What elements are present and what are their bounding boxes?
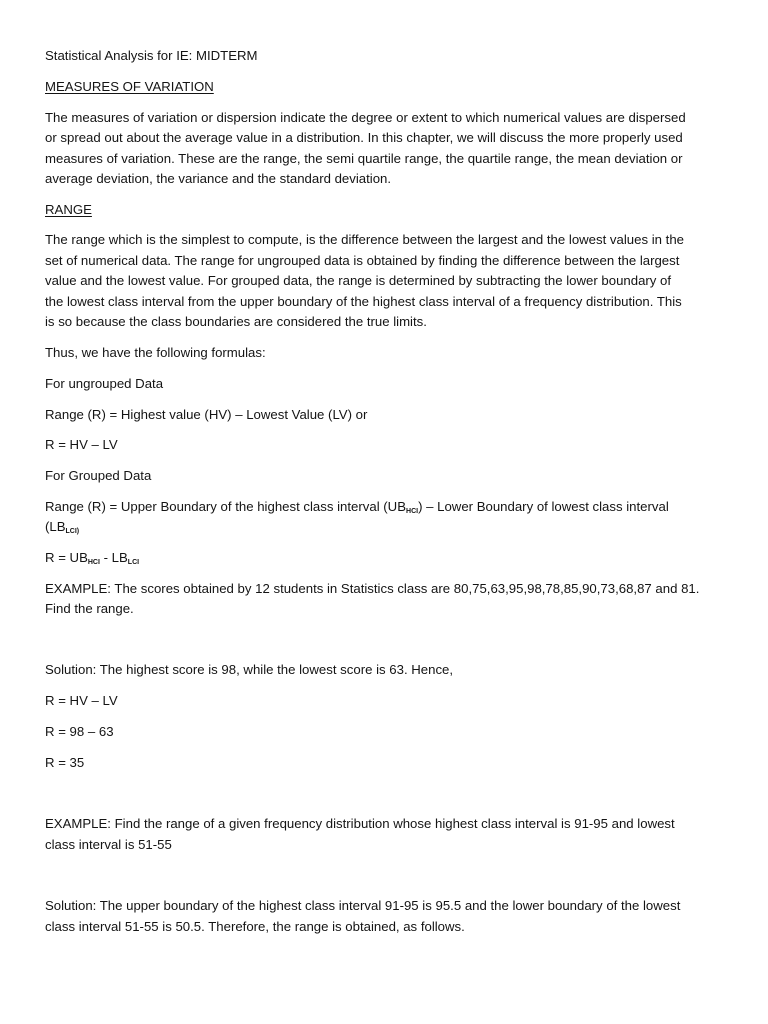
paragraph-line: the lowest class interval from the upper boundary of the highest class interval of a frequency distribution. This [45,294,682,309]
formula-subscript: LCI [127,559,140,566]
formula-text: ) – Lower Boundary of lowest class interval [418,499,669,514]
example-1-step: R = HV – LV [45,693,118,708]
formula-text: Range (R) = Upper Boundary of the highest class interval (UB [45,499,407,514]
grouped-data-label: For Grouped Data [45,468,152,483]
ungrouped-formula-long: Range (R) = Highest value (HV) – Lowest Value (LV) or [45,407,368,422]
document-header: Statistical Analysis for IE: MIDTERM [45,48,258,63]
grouped-formula-long-continued [45,519,79,535]
ungrouped-data-label: For ungrouped Data [45,376,164,391]
formulas-intro: Thus, we have the following formulas: [45,345,266,360]
example-1-solution: Solution: The highest score is 98, while the lowest score is 63. Hence, [45,662,454,677]
example-2-solution: Solution: The upper boundary of the highest class interval 91-95 is 95.5 and the lower boundary of the lowest [45,898,681,913]
grouped-formula-long [45,499,669,515]
paragraph-line: value and the lowest value. For grouped data, the range is determined by subtracting the lower boundary of [45,273,672,288]
paragraph-line: average deviation, the variance and the standard deviation. [45,171,392,186]
paragraph-line: The range which is the simplest to compute, is the difference between the largest and the lowest values in the [45,232,684,247]
paragraph-line: set of numerical data. The range for ungrouped data is obtained by finding the difference between the largest [45,253,680,268]
example-1-question: EXAMPLE: The scores obtained by 12 students in Statistics class are 80,75,63,95,98,78,85,90,73,68,87 and 81. [45,581,700,596]
paragraph-line: measures of variation. These are the range, the semi quartile range, the quartile range, the mean deviation or [45,151,683,166]
formula-subscript: LCI) [65,528,80,535]
grouped-formula-short [45,550,139,566]
formula-text: - LB [99,550,128,565]
formula-subscript: HCI [87,559,100,566]
paragraph-line: or spread out about the average value in a distribution. In this chapter, we will discuss the more properly used [45,130,683,145]
ungrouped-formula-short: R = HV – LV [45,437,118,452]
formula-text: R = UB [45,550,88,565]
example-2-solution-continued: class interval 51-55 is 50.5. Therefore, the range is obtained, as follows. [45,919,465,934]
example-1-question-continued: Find the range. [45,601,134,616]
formula-subscript: HCI [406,508,419,515]
section-heading-measures-of-variation: MEASURES OF VARIATION [45,79,214,94]
example-1-step: R = 98 – 63 [45,724,114,739]
example-1-result: R = 35 [45,755,85,770]
paragraph-line: The measures of variation or dispersion indicate the degree or extent to which numerical values are dispersed [45,110,686,125]
paragraph-line: is so because the class boundaries are considered the true limits. [45,314,427,329]
section-heading-range: RANGE [45,202,92,217]
example-2-question-continued: class interval is 51-55 [45,837,172,852]
example-2-question: EXAMPLE: Find the range of a given frequency distribution whose highest class interval is 91-95 and lowest [45,816,675,831]
formula-text: (LB [45,519,66,534]
